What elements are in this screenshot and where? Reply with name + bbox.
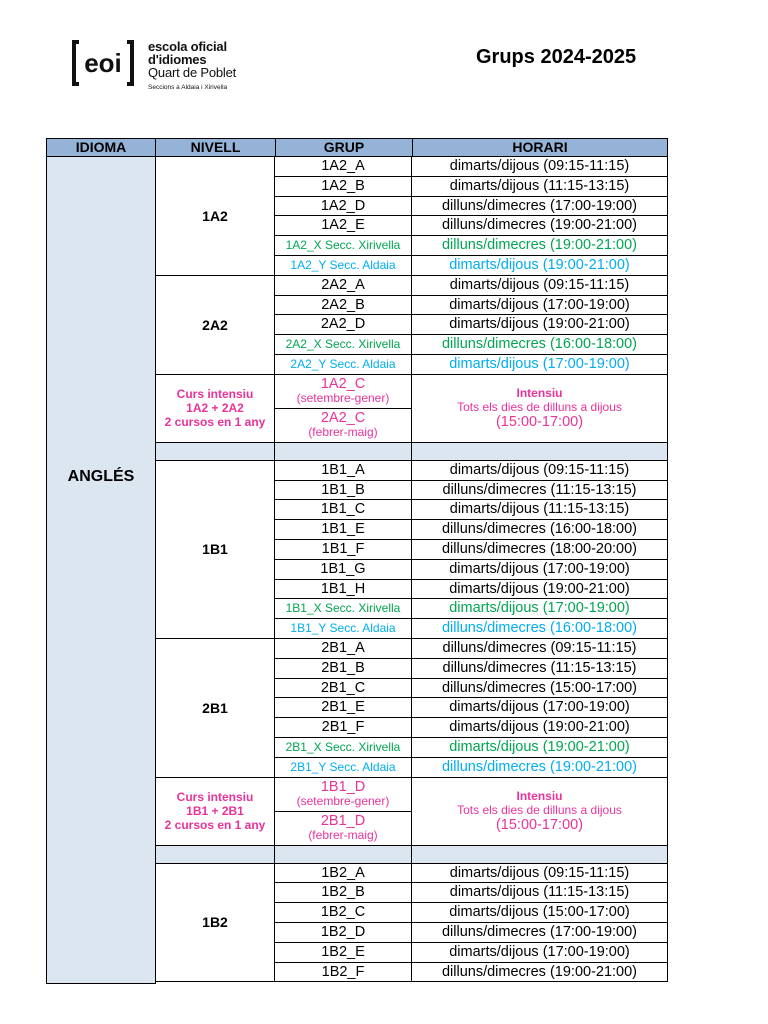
group-code-cell: 1B2_C [275,903,412,923]
intensive-label [156,375,275,443]
group-code-cell: 1B1_H [275,580,412,600]
column-header-grup: GRUP [275,138,413,157]
intensive-label-text [165,790,266,832]
level-label: 1B2 [202,914,228,931]
schedule-cell: dilluns/dimecres (16:00-18:00) [412,520,668,540]
schedule-cell: dimarts/dijous (17:00-19:00) [412,355,668,375]
group-code-cell: 2B1_C [275,679,412,699]
group-code-cell: 1B1_E [275,520,412,540]
eoi-logo-icon [72,38,134,88]
schedule-cell: dilluns/dimecres (18:00-20:00) [412,540,668,560]
schedule-cell: dimarts/dijous (17:00-19:00) [412,943,668,963]
schedule-cell: dimarts/dijous (09:15-11:15) [412,157,668,177]
group-code-cell: 1B1_Y Secc. Aldaia [275,619,412,639]
schedule-title: Intensiu [516,385,563,400]
intensive-group-cell [275,375,412,409]
level-cell [156,639,275,778]
schedule-days: Tots els dies de dilluns a dijous [457,399,622,414]
level-label: 1A2 [202,207,228,224]
group-code: 1B1_D [320,778,366,795]
schedule-cell: dimarts/dijous (17:00-19:00) [412,698,668,718]
group-period: (setembre-gener) [296,390,390,405]
schedule-cell: dimarts/dijous (19:00-21:00) [412,315,668,335]
group-code-cell: 2B1_A [275,639,412,659]
level-cell [156,864,275,983]
group-period: (setembre-gener) [296,793,390,808]
intensive-group-cell [275,778,412,812]
level-cell [156,276,275,375]
schedule-cell: dilluns/dimecres (19:00-21:00) [412,758,668,778]
group-code-cell: 1B2_B [275,883,412,903]
level-label: 2B1 [202,699,228,716]
schedule-cell: dimarts/dijous (15:00-17:00) [412,903,668,923]
language-label: ANGLÉS [67,468,135,485]
group-code-cell: 1B1_C [275,500,412,520]
group-code-cell: 1B2_E [275,943,412,963]
group-code-cell: 2B1_X Secc. Xirivella [275,738,412,758]
logo-line-3: Quart de Poblet [148,65,237,80]
schedule-cell: dilluns/dimecres (17:00-19:00) [412,923,668,943]
schedule-cell: dimarts/dijous (17:00-19:00) [412,599,668,619]
separator-cell [275,846,412,864]
group-code-cell: 2A2_Y Secc. Aldaia [275,355,412,375]
group-code-cell: 2B1_B [275,659,412,679]
schedule-cell: dimarts/dijous (11:15-13:15) [412,177,668,197]
schedule-cell: dimarts/dijous (19:00-21:00) [412,738,668,758]
column-header-idioma: IDIOMA [46,138,156,157]
logo-text [148,40,236,79]
separator-cell [412,846,668,864]
logo-line-1: escola oficial [148,39,227,54]
schedule-cell: dilluns/dimecres (09:15-11:15) [412,639,668,659]
schedule-cell: dimarts/dijous (09:15-11:15) [412,864,668,884]
intensive-label-line: 1A2 + 2A2 [186,401,244,416]
group-code-cell: 1B2_A [275,864,412,884]
group-code-cell: 1A2_X Secc. Xirivella [275,236,412,256]
group-code-cell: 2A2_B [275,296,412,316]
intensive-label-text [165,387,266,429]
column-header-nivell: NIVELL [155,138,276,157]
group-code-cell: 1B1_X Secc. Xirivella [275,599,412,619]
schedule-cell: dimarts/dijous (09:15-11:15) [412,461,668,481]
schedule-cell: dilluns/dimecres (16:00-18:00) [412,619,668,639]
group-code-cell: 2A2_D [275,315,412,335]
schedule-cell: dimarts/dijous (17:00-19:00) [412,296,668,316]
level-cell [156,461,275,639]
group-code-cell: 2B1_F [275,718,412,738]
schedule-cell: dimarts/dijous (19:00-21:00) [412,580,668,600]
group-code-cell: 1A2_D [275,197,412,217]
schedule-cell: dimarts/dijous (11:15-13:15) [412,883,668,903]
level-cell [156,157,275,276]
schedule-cell: dimarts/dijous (11:15-13:15) [412,500,668,520]
intensive-label [156,778,275,846]
svg-text:eoi: eoi [84,48,122,78]
schedule-cell: dimarts/dijous (19:00-21:00) [412,256,668,276]
schedule-cell: dilluns/dimecres (17:00-19:00) [412,197,668,217]
intensive-label-line: 1B1 + 2B1 [186,804,244,819]
group-code-cell: 2B1_E [275,698,412,718]
intensive-group-cell [275,409,412,443]
separator-cell [412,443,668,461]
separator-cell [275,443,412,461]
group-code-cell: 1A2_E [275,216,412,236]
group-code-cell: 2A2_X Secc. Xirivella [275,335,412,355]
group-code-cell: 1A2_Y Secc. Aldaia [275,256,412,276]
group-code-cell: 1A2_B [275,177,412,197]
schedule-cell: dilluns/dimecres (19:00-21:00) [412,963,668,983]
groups-table [46,138,668,984]
group-period: (febrer-maig) [308,424,378,439]
separator-cell [156,846,275,864]
group-code-cell: 1B1_B [275,481,412,501]
group-code-cell: 1B2_D [275,923,412,943]
schedule-cell: dimarts/dijous (09:15-11:15) [412,276,668,296]
group-code-cell: 1B1_A [275,461,412,481]
group-code-cell: 1B2_F [275,963,412,983]
group-code-cell: 1B1_F [275,540,412,560]
schedule-cell: dilluns/dimecres (19:00-21:00) [412,236,668,256]
group-code-cell: 1A2_A [275,157,412,177]
level-label: 2A2 [202,316,228,333]
group-code: 2B1_D [320,812,366,829]
group-period: (febrer-maig) [308,827,378,842]
schedule-cell: dimarts/dijous (19:00-21:00) [412,718,668,738]
intensive-group-cell [275,812,412,846]
separator-cell [156,443,275,461]
group-code-cell: 2B1_Y Secc. Aldaia [275,758,412,778]
intensive-schedule-cell [412,778,668,846]
group-code-cell: 2A2_A [275,276,412,296]
schedule-time: (15:00-17:00) [495,413,584,430]
schedule-cell: dimarts/dijous (17:00-19:00) [412,560,668,580]
schedule-cell: dilluns/dimecres (16:00-18:00) [412,335,668,355]
intensive-label-line: Curs intensiu [176,790,254,805]
intensive-label-line: 2 cursos en 1 any [164,818,266,833]
intensive-label-line: 2 cursos en 1 any [164,415,266,430]
group-code: 1A2_C [320,375,366,392]
logo-subtitle: Seccions a Aldaia i Xirivella [148,84,228,91]
group-code: 2A2_C [320,409,366,426]
page-title: Grups 2024-2025 [476,46,637,68]
schedule-title: Intensiu [516,788,563,803]
schedule-days: Tots els dies de dilluns a dijous [457,802,622,817]
schedule-time: (15:00-17:00) [495,816,584,833]
intensive-schedule-cell [412,375,668,443]
language-cell [46,157,156,984]
level-label: 1B1 [202,541,228,558]
schedule-cell: dilluns/dimecres (11:15-13:15) [412,481,668,501]
column-header-horari: HORARI [412,138,668,157]
intensive-label-line: Curs intensiu [176,387,254,402]
schedule-cell: dilluns/dimecres (19:00-21:00) [412,216,668,236]
group-code-cell: 1B1_G [275,560,412,580]
schedule-cell: dilluns/dimecres (11:15-13:15) [412,659,668,679]
school-logo [72,38,262,94]
logo-line-2: d'idiomes [148,52,207,67]
schedule-cell: dilluns/dimecres (15:00-17:00) [412,679,668,699]
